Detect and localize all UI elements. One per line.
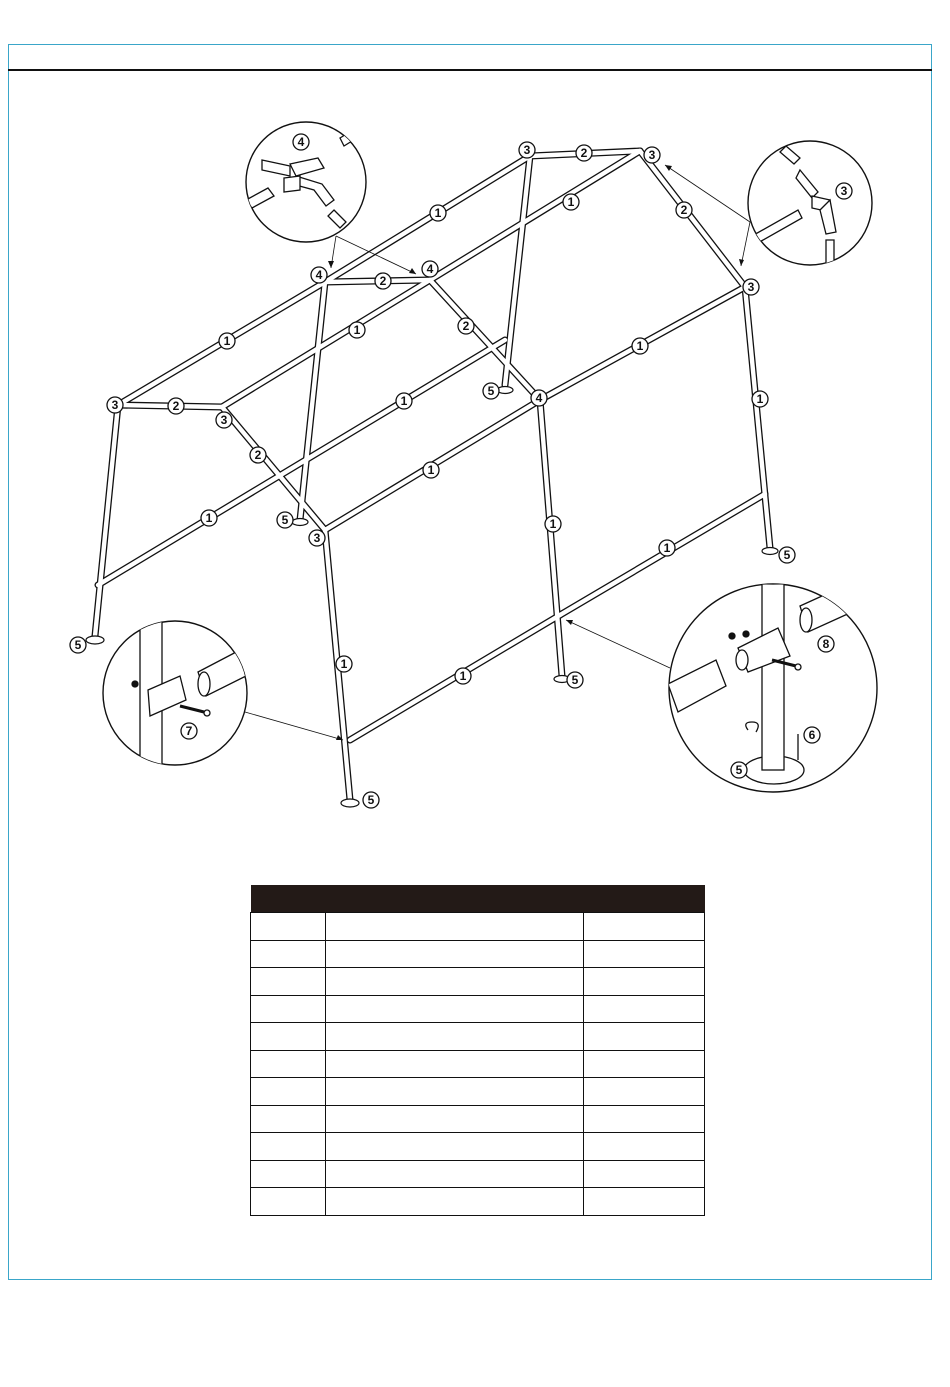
- label-part-5: [731, 762, 747, 778]
- table-cell: [584, 1050, 705, 1078]
- table-row: [251, 1023, 705, 1051]
- svg-text:1: 1: [663, 541, 671, 555]
- svg-text:5: 5: [487, 384, 495, 398]
- svg-text:1: 1: [400, 394, 408, 408]
- table-cell: [326, 940, 584, 968]
- label-part-1: [336, 656, 352, 672]
- svg-text:5: 5: [735, 763, 743, 777]
- table-cell: [326, 995, 584, 1023]
- svg-text:4: 4: [535, 391, 543, 405]
- table-cell: [584, 1188, 705, 1216]
- table-cell: [584, 1078, 705, 1106]
- svg-text:4: 4: [315, 268, 323, 282]
- svg-text:1: 1: [340, 657, 348, 671]
- table-cell: [584, 940, 705, 968]
- label-part-5: [779, 547, 795, 563]
- label-part-4: [293, 134, 309, 150]
- table-cell: [584, 995, 705, 1023]
- table-cell: [326, 1160, 584, 1188]
- svg-text:1: 1: [427, 463, 435, 477]
- svg-text:1: 1: [636, 339, 644, 353]
- table-cell: [251, 913, 326, 941]
- svg-text:2: 2: [254, 448, 262, 462]
- label-part-5: [567, 672, 583, 688]
- svg-text:6: 6: [808, 728, 816, 742]
- label-part-3: [644, 147, 660, 163]
- detail-base-assembly: [668, 584, 877, 792]
- table-row: [251, 1105, 705, 1133]
- table-cell: [326, 968, 584, 996]
- label-part-2: [168, 398, 184, 414]
- svg-text:4: 4: [426, 262, 434, 276]
- detail-connector-3: [748, 141, 872, 268]
- label-part-1: [752, 391, 768, 407]
- label-part-2: [375, 273, 391, 289]
- label-part-7: [181, 723, 197, 739]
- svg-text:1: 1: [353, 323, 361, 337]
- svg-text:1: 1: [205, 511, 213, 525]
- parts-table-header: [251, 885, 705, 913]
- table-row: [251, 968, 705, 996]
- table-cell: [584, 1133, 705, 1161]
- table-cell: [326, 1105, 584, 1133]
- label-part-1: [545, 516, 561, 532]
- label-part-1: [396, 393, 412, 409]
- parts-table: [250, 885, 705, 1216]
- table-row: [251, 1188, 705, 1216]
- table-cell: [251, 968, 326, 996]
- table-cell: [251, 1160, 326, 1188]
- label-part-1: [201, 510, 217, 526]
- table-cell: [326, 1188, 584, 1216]
- table-cell: [251, 940, 326, 968]
- table-cell: [326, 1133, 584, 1161]
- svg-text:1: 1: [549, 517, 557, 531]
- label-part-1: [423, 462, 439, 478]
- table-cell: [584, 913, 705, 941]
- label-part-3: [519, 142, 535, 158]
- table-cell: [251, 1105, 326, 1133]
- table-cell: [326, 1050, 584, 1078]
- table-cell: [326, 1078, 584, 1106]
- header-cell: [251, 885, 326, 913]
- svg-text:7: 7: [185, 724, 193, 738]
- svg-text:2: 2: [379, 274, 387, 288]
- table-row: [251, 1133, 705, 1161]
- table-row: [251, 1078, 705, 1106]
- table-row: [251, 940, 705, 968]
- table-row: [251, 995, 705, 1023]
- table-cell: [251, 1188, 326, 1216]
- table-cell: [584, 968, 705, 996]
- label-part-1: [563, 194, 579, 210]
- label-part-5: [70, 637, 86, 653]
- table-cell: [251, 1133, 326, 1161]
- svg-text:2: 2: [462, 319, 470, 333]
- label-part-1: [349, 322, 365, 338]
- svg-text:5: 5: [281, 513, 289, 527]
- label-part-3: [216, 412, 232, 428]
- header-cell: [584, 885, 705, 913]
- svg-text:1: 1: [459, 669, 467, 683]
- table-cell: [251, 1050, 326, 1078]
- svg-text:3: 3: [111, 398, 119, 412]
- label-part-1: [659, 540, 675, 556]
- svg-text:3: 3: [747, 280, 755, 294]
- svg-text:1: 1: [434, 206, 442, 220]
- svg-text:5: 5: [367, 793, 375, 807]
- table-cell: [584, 1105, 705, 1133]
- table-cell: [326, 913, 584, 941]
- svg-text:2: 2: [172, 399, 180, 413]
- table-row: [251, 913, 705, 941]
- detail-bracket-7: [103, 610, 247, 780]
- svg-text:3: 3: [840, 184, 848, 198]
- svg-text:1: 1: [756, 392, 764, 406]
- svg-text:1: 1: [567, 195, 575, 209]
- label-part-1: [219, 333, 235, 349]
- label-part-2: [250, 447, 266, 463]
- svg-text:2: 2: [680, 203, 688, 217]
- label-part-2: [676, 202, 692, 218]
- label-part-4: [422, 261, 438, 277]
- table-cell: [584, 1160, 705, 1188]
- svg-text:4: 4: [297, 135, 305, 149]
- table-row: [251, 1050, 705, 1078]
- table-row: [251, 1160, 705, 1188]
- label-part-1: [632, 338, 648, 354]
- svg-text:8: 8: [822, 637, 830, 651]
- label-part-1: [455, 668, 471, 684]
- label-part-4: [531, 390, 547, 406]
- label-part-1: [430, 205, 446, 221]
- table-cell: [251, 995, 326, 1023]
- svg-text:5: 5: [74, 638, 82, 652]
- svg-text:3: 3: [313, 531, 321, 545]
- table-cell: [251, 1078, 326, 1106]
- label-part-5: [277, 512, 293, 528]
- label-part-2: [576, 145, 592, 161]
- table-cell: [326, 1023, 584, 1051]
- header-cell: [326, 885, 584, 913]
- label-part-5: [483, 383, 499, 399]
- label-part-3: [836, 183, 852, 199]
- label-part-6: [804, 727, 820, 743]
- table-cell: [251, 1023, 326, 1051]
- label-part-8: [818, 636, 834, 652]
- label-part-3: [309, 530, 325, 546]
- svg-text:5: 5: [571, 673, 579, 687]
- label-part-2: [458, 318, 474, 334]
- label-part-3: [743, 279, 759, 295]
- svg-text:5: 5: [783, 548, 791, 562]
- label-part-3: [107, 397, 123, 413]
- svg-text:2: 2: [580, 146, 588, 160]
- svg-text:3: 3: [523, 143, 531, 157]
- svg-text:3: 3: [648, 148, 656, 162]
- table-cell: [584, 1023, 705, 1051]
- svg-text:3: 3: [220, 413, 228, 427]
- label-part-5: [363, 792, 379, 808]
- label-part-4: [311, 267, 327, 283]
- svg-text:1: 1: [223, 334, 231, 348]
